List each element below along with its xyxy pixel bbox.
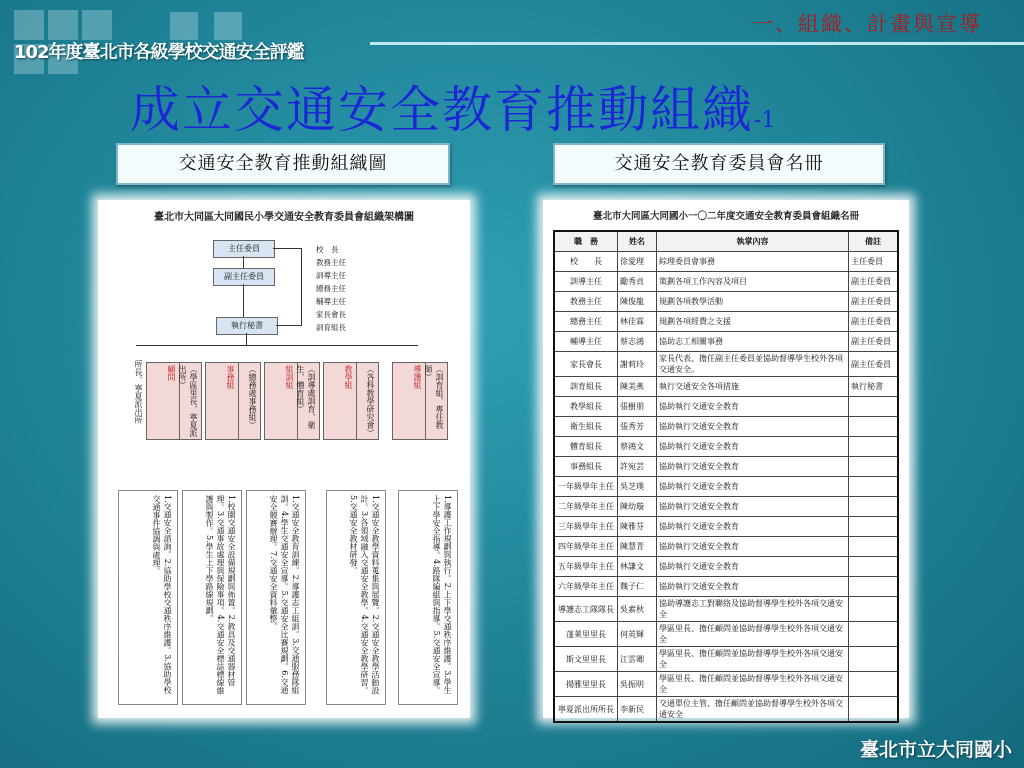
school-footer: 臺北市立大同國小 bbox=[859, 739, 1012, 761]
table-row bbox=[554, 557, 898, 577]
group-head: 顧問 bbox=[146, 362, 180, 440]
cell-name: 林謙文 bbox=[618, 557, 657, 577]
member-label: 訓導主任 bbox=[316, 271, 346, 280]
cell-role: 校 長 bbox=[554, 252, 618, 272]
org-chart-title: 臺北市大同區大同國民小學交通安全教育委員會組織架構圖 bbox=[154, 212, 414, 223]
cell-name: 陳俊龍 bbox=[618, 292, 657, 312]
connector-line bbox=[243, 284, 244, 317]
column-header: 姓名 bbox=[618, 231, 657, 252]
cell-duty: 策劃各項工作內容及項目 bbox=[657, 272, 849, 292]
cell-role: 事務組長 bbox=[554, 457, 618, 477]
table-row bbox=[554, 437, 898, 457]
page-title-suffix: -1 bbox=[754, 108, 776, 133]
cell-duty: 學區里長、擔任顧問並協助督導學生校外各項交通安全 bbox=[657, 622, 849, 647]
group-head: 組訓組 bbox=[264, 362, 298, 440]
column-header: 職 務 bbox=[554, 231, 618, 252]
table-row bbox=[554, 352, 898, 377]
cell-note bbox=[849, 517, 899, 537]
cell-note bbox=[849, 477, 899, 497]
cell-role: 一年級學年主任 bbox=[554, 477, 618, 497]
member-label: 家長會長 bbox=[316, 310, 346, 319]
group-members: （學區里長、寧夏派出所） bbox=[180, 362, 202, 440]
cell-role: 二年級學年主任 bbox=[554, 497, 618, 517]
roster-title: 臺北市大同區大同國小一〇二年度交通安全教育委員會組織名冊 bbox=[592, 211, 859, 222]
cell-role: 四年級學年主任 bbox=[554, 537, 618, 557]
cell-note: 副主任委員 bbox=[849, 292, 899, 312]
cell-role: 訓育組長 bbox=[554, 377, 618, 397]
cell-note bbox=[849, 577, 899, 597]
group-head: 教學組 bbox=[323, 362, 357, 440]
org-chart-label: 交通安全教育推動組織圖 bbox=[116, 143, 450, 185]
cell-name: 江雲卿 bbox=[618, 647, 657, 672]
cell-name: 蔡志鴻 bbox=[618, 332, 657, 352]
member-label: 訓育組長 bbox=[316, 323, 346, 332]
cell-name: 徐愛理 bbox=[618, 252, 657, 272]
cell-duty: 協助志工相關事務 bbox=[657, 332, 849, 352]
cell-duty: 協助執行交通安全教育 bbox=[657, 517, 849, 537]
cell-note bbox=[849, 497, 899, 517]
cell-note bbox=[849, 417, 899, 437]
decor-square bbox=[214, 12, 242, 40]
cell-note: 副主任委員 bbox=[849, 332, 899, 352]
table-row bbox=[554, 672, 898, 697]
cell-name: 吳素秋 bbox=[618, 597, 657, 622]
table-row bbox=[554, 647, 898, 672]
cell-duty: 協助執行交通安全教育 bbox=[657, 397, 849, 417]
group-members: （各科教學研究會） bbox=[357, 362, 379, 440]
cell-note: 主任委員 bbox=[849, 252, 899, 272]
group-advisor bbox=[146, 362, 202, 442]
cell-duty: 學區里長、擔任顧問並協助督導學生校外各項交通安全 bbox=[657, 672, 849, 697]
vice-chair-box: 副主任委員 bbox=[213, 268, 275, 286]
cell-duty: 協助執行交通安全教育 bbox=[657, 437, 849, 457]
table-row bbox=[554, 697, 898, 723]
cell-role: 輔導主任 bbox=[554, 332, 618, 352]
connector-line bbox=[276, 325, 301, 326]
cell-duty: 規劃各項教學活動 bbox=[657, 292, 849, 312]
table-row bbox=[554, 537, 898, 557]
cell-role: 教學組長 bbox=[554, 397, 618, 417]
cell-role: 衛生組長 bbox=[554, 417, 618, 437]
member-label: 輔導主任 bbox=[316, 297, 346, 306]
connector-line bbox=[136, 345, 418, 346]
table-row bbox=[554, 417, 898, 437]
cell-note: 副主任委員 bbox=[849, 312, 899, 332]
table-row bbox=[554, 332, 898, 352]
cell-name: 蔡鴻文 bbox=[618, 437, 657, 457]
roster-table bbox=[553, 230, 899, 723]
cell-note bbox=[849, 457, 899, 477]
table-header-row bbox=[554, 231, 898, 252]
cell-role: 斯文里里長 bbox=[554, 647, 618, 672]
cell-name: 勵秀貞 bbox=[618, 272, 657, 292]
evaluation-title: 102年度臺北市各級學校交通安全評鑑 bbox=[14, 42, 304, 63]
table-row bbox=[554, 577, 898, 597]
table-row bbox=[554, 477, 898, 497]
duty-list: 1.交通安全諮詢。2.協助學校交通秩序維護。3.協助學校交通事件協調與處理。 bbox=[118, 490, 178, 705]
group-members: （總務處事務組） bbox=[239, 362, 261, 440]
decor-square bbox=[82, 10, 112, 40]
cell-note bbox=[849, 622, 899, 647]
column-header: 執掌內容 bbox=[657, 231, 849, 252]
cell-note bbox=[849, 672, 899, 697]
cell-name: 林佳霖 bbox=[618, 312, 657, 332]
cell-note bbox=[849, 647, 899, 672]
cell-duty: 綜理委員會事務 bbox=[657, 252, 849, 272]
cell-duty: 協助執行交通安全教育 bbox=[657, 537, 849, 557]
cell-name: 謝莉玲 bbox=[618, 352, 657, 377]
cell-note: 副主任委員 bbox=[849, 272, 899, 292]
cell-role: 訓導主任 bbox=[554, 272, 618, 292]
cell-duty: 協助執行交通安全教育 bbox=[657, 417, 849, 437]
section-heading: 一、組織、計畫與宣導 bbox=[752, 12, 982, 36]
table-row bbox=[554, 272, 898, 292]
cell-duty: 協助執行交通安全教育 bbox=[657, 477, 849, 497]
cell-name: 魏子仁 bbox=[618, 577, 657, 597]
cell-role: 六年級學年主任 bbox=[554, 577, 618, 597]
member-label: 教務主任 bbox=[316, 258, 346, 267]
secretary-box: 執行秘書 bbox=[216, 317, 278, 335]
table-row bbox=[554, 517, 898, 537]
cell-duty: 協助執行交通安全教育 bbox=[657, 457, 849, 477]
cell-role: 寧夏派出所所長 bbox=[554, 697, 618, 723]
left-group-label: 所長、寧夏派出所 bbox=[134, 360, 143, 424]
cell-duty: 執行交通安全各項措施 bbox=[657, 377, 849, 397]
table-row bbox=[554, 377, 898, 397]
cell-duty: 交通單位主管、擔任顧問並協助督導學生校外各項交通安全 bbox=[657, 697, 849, 723]
roster-label: 交通安全教育委員會名冊 bbox=[553, 143, 885, 185]
header-rule bbox=[370, 42, 1024, 45]
cell-duty: 學區里長、擔任顧問並協助督導學生校外各項交通安全 bbox=[657, 647, 849, 672]
cell-name: 陳美燕 bbox=[618, 377, 657, 397]
cell-name: 吳芝璞 bbox=[618, 477, 657, 497]
cell-role: 體育組長 bbox=[554, 437, 618, 457]
cell-duty: 協助執行交通安全教育 bbox=[657, 557, 849, 577]
cell-note bbox=[849, 397, 899, 417]
group-members: （訓育組、專任教師） bbox=[426, 362, 448, 440]
decor-square bbox=[170, 12, 198, 40]
group-head: 事務組 bbox=[205, 362, 239, 440]
cell-role: 揚雅里里長 bbox=[554, 672, 618, 697]
cell-role: 總務主任 bbox=[554, 312, 618, 332]
table-row bbox=[554, 457, 898, 477]
cell-note: 副主任委員 bbox=[849, 352, 899, 377]
duty-list: 1.導護工作規劃與執行。2.上下學交通秩序維護。3.學生上下學安全指導。4.路隊編組與指導。5.交通安全宣導。 bbox=[398, 490, 458, 705]
cell-name: 何英輝 bbox=[618, 622, 657, 647]
cell-name: 許宛芸 bbox=[618, 457, 657, 477]
cell-role: 三年級學年主任 bbox=[554, 517, 618, 537]
roster-document bbox=[543, 200, 909, 718]
cell-note bbox=[849, 537, 899, 557]
group-head: 導護組 bbox=[392, 362, 426, 440]
decor-square bbox=[48, 10, 78, 40]
page-title-text: 成立交通安全教育推動組織 bbox=[130, 81, 754, 139]
table-row bbox=[554, 597, 898, 622]
cell-name: 張秀芳 bbox=[618, 417, 657, 437]
cell-note: 執行秘書 bbox=[849, 377, 899, 397]
duty-list: 1.交通安全教學資料蒐集與展覽。2.交通安全教學活動設計。3.各領域融入交通安全教學。4.交通安全教學研習。5.交通安全教材研發。 bbox=[326, 490, 386, 705]
cell-duty: 協助執行交通安全教育 bbox=[657, 497, 849, 517]
cell-name: 吳振明 bbox=[618, 672, 657, 697]
table-row bbox=[554, 497, 898, 517]
table-row bbox=[554, 622, 898, 647]
group-teaching bbox=[323, 362, 379, 442]
decor-square bbox=[14, 10, 44, 40]
cell-note bbox=[849, 557, 899, 577]
cell-role: 五年級學年主任 bbox=[554, 557, 618, 577]
duty-list: 1.校園交通安全設備規劃與佈置。2.教具及交通器材管理。3.交通事故處理與保險事項。4.交通安全標誌標線維護與製作。5.學生上下學路線規劃。 bbox=[182, 490, 242, 705]
cell-note bbox=[849, 697, 899, 723]
table-row bbox=[554, 292, 898, 312]
table-row bbox=[554, 312, 898, 332]
cell-name: 陳雅芬 bbox=[618, 517, 657, 537]
page-title bbox=[130, 70, 775, 142]
connector-line bbox=[273, 248, 301, 249]
cell-duty: 規劃各項經費之支援 bbox=[657, 312, 849, 332]
cell-name: 李新民 bbox=[618, 697, 657, 723]
column-header: 備註 bbox=[849, 231, 899, 252]
org-chart-document bbox=[98, 200, 470, 718]
group-training bbox=[264, 362, 320, 442]
table-row bbox=[554, 397, 898, 417]
cell-name: 陳幼璇 bbox=[618, 497, 657, 517]
cell-role: 教務主任 bbox=[554, 292, 618, 312]
member-label: 校 長 bbox=[316, 245, 339, 254]
duty-list: 1.交通安全教育訓練。2.導護志工組訓。3.交通服務隊組訓。4.學生交通安全宣導。5.交通安全比賽規劃。6.交通安全競賽辦理。7.交通安全資料彙整。 bbox=[246, 490, 306, 705]
cell-note bbox=[849, 597, 899, 622]
connector-line bbox=[246, 333, 247, 345]
member-label: 總務主任 bbox=[316, 284, 346, 293]
cell-duty: 協助導護志工對聯絡及協助督導學生校外各項交通安全 bbox=[657, 597, 849, 622]
cell-duty: 家長代表、擔任副主任委員並協助督導學生校外各項交通安全。 bbox=[657, 352, 849, 377]
cell-role: 導護志工隊隊長 bbox=[554, 597, 618, 622]
group-guard bbox=[392, 362, 448, 442]
cell-note bbox=[849, 437, 899, 457]
connector-line bbox=[301, 248, 302, 326]
connector-line bbox=[243, 256, 244, 268]
cell-name: 陳慧青 bbox=[618, 537, 657, 557]
cell-name: 張樹朋 bbox=[618, 397, 657, 417]
cell-duty: 協助執行交通安全教育 bbox=[657, 577, 849, 597]
group-affairs bbox=[205, 362, 261, 442]
chair-box: 主任委員 bbox=[213, 240, 275, 258]
group-members: （訓導處訓育、衛生、體育組） bbox=[298, 362, 320, 440]
cell-role: 家長會長 bbox=[554, 352, 618, 377]
cell-role: 蓬萊里里長 bbox=[554, 622, 618, 647]
table-row bbox=[554, 252, 898, 272]
